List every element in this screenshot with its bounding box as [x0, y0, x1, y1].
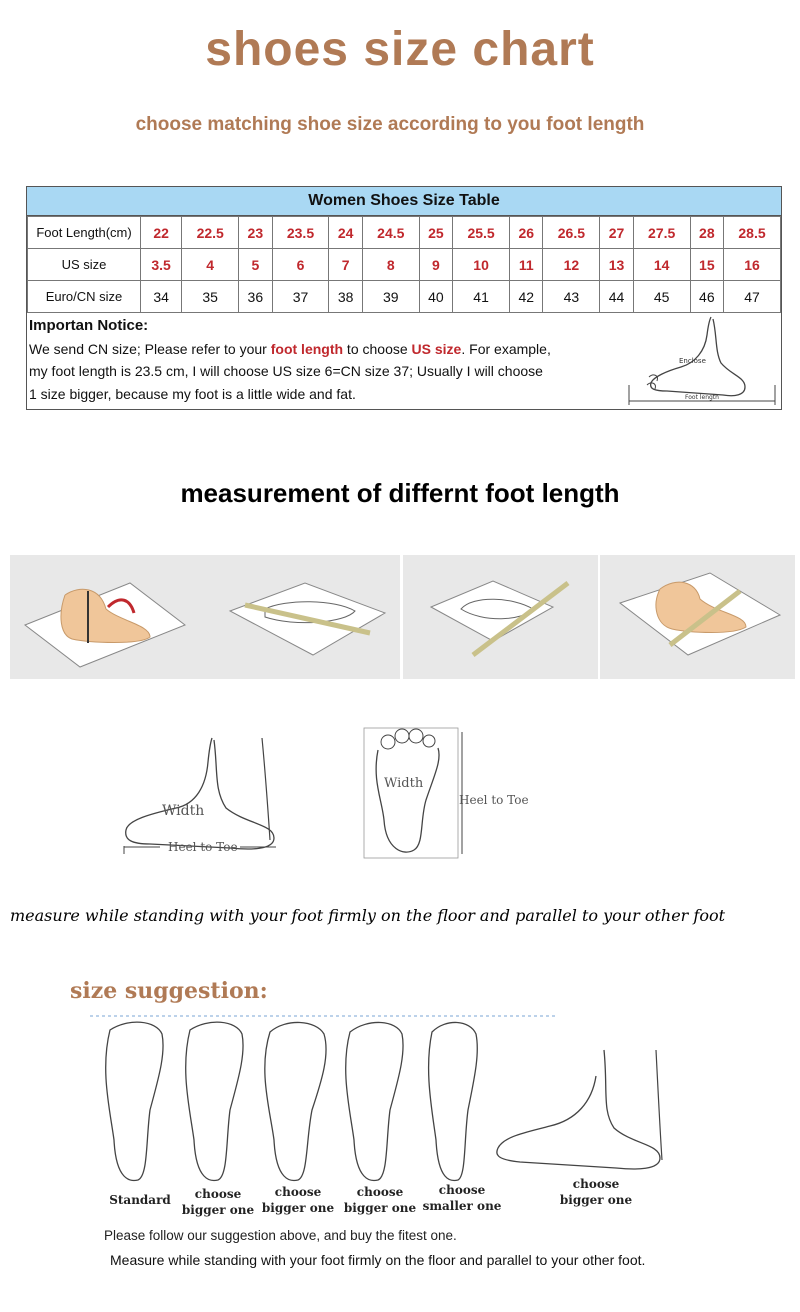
caption-line-1: choose — [356, 1185, 404, 1199]
footer-measure-text: Measure while standing with your foot firmly on the floor and parallel to your other foot. — [110, 1252, 646, 1268]
size-table-cell: 28.5 — [724, 217, 781, 249]
size-table-cell: 12 — [543, 249, 600, 281]
caption-line-2: smaller one — [422, 1199, 502, 1213]
sole-outline-icon — [376, 748, 439, 852]
size-table-cell: 15 — [690, 249, 723, 281]
notice-text: . For example, — [461, 340, 551, 357]
caption-line-2: bigger one — [559, 1193, 633, 1207]
foot-standard-icon — [106, 1022, 163, 1180]
foot-wide-icon — [265, 1022, 326, 1180]
sole-frame — [364, 728, 458, 858]
foot-narrow-icon — [429, 1022, 478, 1180]
size-table-cell: 13 — [600, 249, 633, 281]
size-table-row-label: US size — [28, 249, 141, 281]
notice-block — [29, 315, 624, 405]
width-label: Width — [162, 803, 205, 819]
size-table-cell: 23 — [239, 217, 272, 249]
size-table-cell: 27 — [600, 217, 633, 249]
size-table-cell: 8 — [362, 249, 419, 281]
size-table-cell: 23.5 — [272, 217, 329, 249]
caption-line-2: bigger one — [343, 1201, 417, 1215]
foot-side-outline-icon — [126, 738, 274, 849]
size-suggestion-caption — [548, 1176, 644, 1208]
size-table-cell: 5 — [239, 249, 272, 281]
size-table-cell: 27.5 — [633, 217, 690, 249]
notice-text: We send CN size; Please refer to your — [29, 340, 271, 357]
size-table-cell: 14 — [633, 249, 690, 281]
sole-width-label: Width — [384, 776, 424, 791]
size-table-cell: 24 — [329, 217, 362, 249]
size-table-cell: 45 — [633, 281, 690, 313]
size-table — [27, 216, 781, 313]
size-table-heading: Women Shoes Size Table — [27, 187, 781, 216]
size-suggestion-title: size suggestion: — [70, 978, 268, 1004]
foot-side-high-instep-icon — [497, 1050, 662, 1169]
size-table-row-label: Euro/CN size — [28, 281, 141, 313]
size-table-cell: 9 — [419, 249, 452, 281]
foot-long-toe-icon — [186, 1022, 243, 1180]
size-table-cell: 26 — [510, 217, 543, 249]
size-table-cell: 4 — [182, 249, 239, 281]
size-table-cell: 41 — [453, 281, 510, 313]
size-table-cell: 3.5 — [141, 249, 182, 281]
photo-ruler-diagonal — [403, 555, 598, 679]
caption-line-1: choose — [274, 1185, 322, 1199]
size-table-row — [28, 217, 781, 249]
size-table-cell: 10 — [453, 249, 510, 281]
size-table-row — [28, 281, 781, 313]
size-table-cell: 35 — [182, 281, 239, 313]
size-table-cell: 37 — [272, 281, 329, 313]
size-table-cell: 43 — [543, 281, 600, 313]
size-table-cell: 16 — [724, 249, 781, 281]
size-table-cell: 24.5 — [362, 217, 419, 249]
size-table-cell: 34 — [141, 281, 182, 313]
size-table-row — [28, 249, 781, 281]
footer-suggestion-text: Please follow our suggestion above, and buy the fitest one. — [104, 1228, 457, 1243]
sole-diagram — [364, 728, 529, 858]
caption-line-2: bigger one — [181, 1203, 255, 1217]
size-table-cell: 46 — [690, 281, 723, 313]
notice-line-3: 1 size bigger, because my foot is a little wide and fat. — [29, 385, 356, 402]
size-table-cell: 38 — [329, 281, 362, 313]
standing-instruction: measure while standing with your foot firmly on the floor and parallel to your other foot — [10, 906, 726, 925]
leg-outline-icon — [262, 738, 270, 840]
size-table-cell: 25 — [419, 217, 452, 249]
foot-length-label: Foot length — [685, 394, 719, 401]
size-table-cell: 7 — [329, 249, 362, 281]
toe-icon — [409, 729, 423, 743]
toe-icon — [423, 735, 435, 747]
measurement-title: measurement of differnt foot length — [180, 478, 620, 508]
sole-heel-to-toe-label: Heel to Toe — [459, 793, 529, 807]
notice-title: Importan Notice: — [29, 317, 149, 334]
size-table-cell: 44 — [600, 281, 633, 313]
photo-foot-width-measure — [600, 555, 795, 679]
foot-high-arch-icon — [346, 1022, 403, 1180]
size-table-cell: 28 — [690, 217, 723, 249]
size-table-cell: 40 — [419, 281, 452, 313]
size-table-cell: 22.5 — [182, 217, 239, 249]
size-table-row-label: Foot Length(cm) — [28, 217, 141, 249]
caption-line-1: choose — [572, 1177, 620, 1191]
size-table-cell: 11 — [510, 249, 543, 281]
page-subtitle: choose matching shoe size according to you foot length — [135, 114, 645, 135]
notice-text: to choose — [343, 340, 412, 357]
size-table-panel — [26, 186, 782, 410]
photo-outline-measure — [205, 555, 400, 679]
size-table-cell: 42 — [510, 281, 543, 313]
caption-line-1: choose — [438, 1183, 486, 1197]
photo-foot-side-measure — [10, 555, 205, 679]
heel-to-toe-label: Heel to Toe — [168, 840, 238, 854]
foot-length-diagram — [627, 315, 779, 407]
size-suggestion-caption — [414, 1182, 510, 1214]
toe-icon — [395, 729, 409, 743]
size-table-cell: 47 — [724, 281, 781, 313]
notice-highlight-foot-length: foot length — [270, 340, 344, 357]
caption-line-1: choose — [194, 1187, 242, 1201]
caption-line-1: Standard — [109, 1193, 171, 1207]
side-foot-diagram — [124, 738, 276, 854]
size-table-cell: 6 — [272, 249, 329, 281]
notice-line-2: my foot length is 23.5 cm, I will choose US size 6=CN size 37; Usually I will choose — [29, 363, 543, 379]
notice-highlight-us-size: US size — [411, 340, 462, 357]
page-title: shoes size chart — [205, 23, 595, 76]
enclose-label: Enclose — [679, 357, 706, 365]
caption-line-2: bigger one — [261, 1201, 335, 1215]
toe-icon — [381, 735, 395, 749]
notice-line-1 — [29, 338, 624, 361]
size-table-cell: 22 — [141, 217, 182, 249]
size-table-cell: 39 — [362, 281, 419, 313]
size-table-cell: 25.5 — [453, 217, 510, 249]
foot-diagrams — [0, 720, 800, 870]
size-table-cell: 36 — [239, 281, 272, 313]
size-table-cell: 26.5 — [543, 217, 600, 249]
